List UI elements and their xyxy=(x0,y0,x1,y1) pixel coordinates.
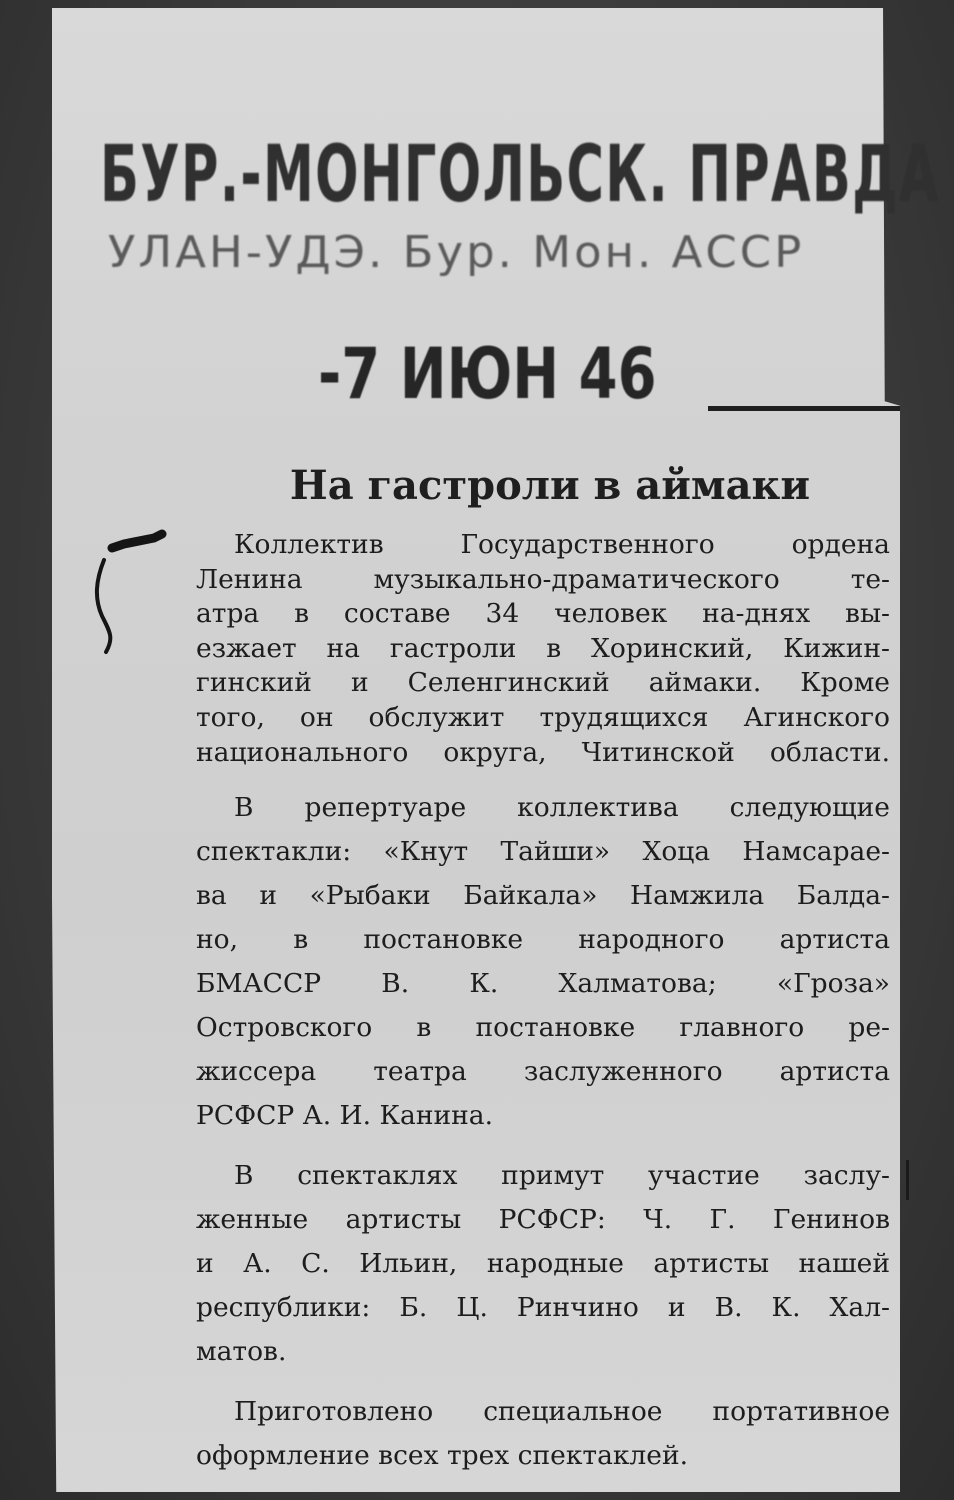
text-line: женные артисты РСФСР: Ч. Г. Генинов xyxy=(196,1204,890,1236)
city-line: УЛАН-УДЭ. Бур. Мон. АССР xyxy=(108,227,805,278)
newspaper-stamp-city xyxy=(108,228,818,278)
text-line: езжает на гастроли в Хоринский, Кижин- xyxy=(196,632,890,664)
text-line: республики: Б. Ц. Ринчино и В. К. Хал- xyxy=(196,1292,890,1324)
paragraph-4 xyxy=(196,1390,890,1478)
text-line: В спектаклях примут участие заслу- xyxy=(234,1160,890,1192)
article-headline: На гастроли в аймаки xyxy=(289,462,811,509)
text-line: но, в постановке народного артиста xyxy=(196,924,890,956)
text-line: жиссера театра заслуженного артиста xyxy=(196,1056,890,1088)
text-line: Островского в постановке главного ре- xyxy=(196,1012,890,1044)
text-line: оформление всех трех спектаклей. xyxy=(196,1440,689,1472)
text-line: атра в составе 34 человек на-днях вы- xyxy=(196,598,890,630)
text-line: РСФСР А. И. Канина. xyxy=(196,1100,494,1132)
article-body xyxy=(196,528,890,1494)
text-line: Ленина музыкально-драматического те- xyxy=(196,563,890,595)
text-line: матов. xyxy=(196,1336,287,1368)
paragraph-1 xyxy=(196,528,890,770)
date-stamp xyxy=(318,333,657,416)
column-rule xyxy=(708,406,900,411)
text-line: В репертуаре коллектива следующие xyxy=(234,792,890,824)
newspaper-name: БУР.-МОНГОЛЬСК. ПРАВДА xyxy=(100,130,940,220)
text-line: спектакли: «Кнут Тайши» Хоца Намсарае- xyxy=(196,836,890,868)
text-line: того, он обслужит трудящихся Агинского xyxy=(196,701,890,733)
text-line: БМАССР В. К. Халматова; «Гроза» xyxy=(196,968,890,1000)
text-line: национального округа, Читинской области. xyxy=(196,736,890,768)
text-line: гинский и Селенгинский аймаки. Кроме xyxy=(196,667,890,699)
handwritten-five-mark xyxy=(84,520,174,660)
newspaper-stamp-title xyxy=(100,130,940,222)
paragraph-2 xyxy=(196,786,890,1138)
text-line: ва и «Рыбаки Байкала» Намжила Балда- xyxy=(196,880,890,912)
clipping-edge-mark xyxy=(906,1160,909,1200)
paragraph-3 xyxy=(196,1154,890,1374)
text-line: Коллектив Государственного ордена xyxy=(234,529,890,560)
text-line: и А. С. Ильин, народные артисты нашей xyxy=(196,1248,890,1280)
text-line: Приготовлено специальное портативное xyxy=(234,1396,890,1428)
date-text: -7 ИЮН 46 xyxy=(318,333,657,415)
